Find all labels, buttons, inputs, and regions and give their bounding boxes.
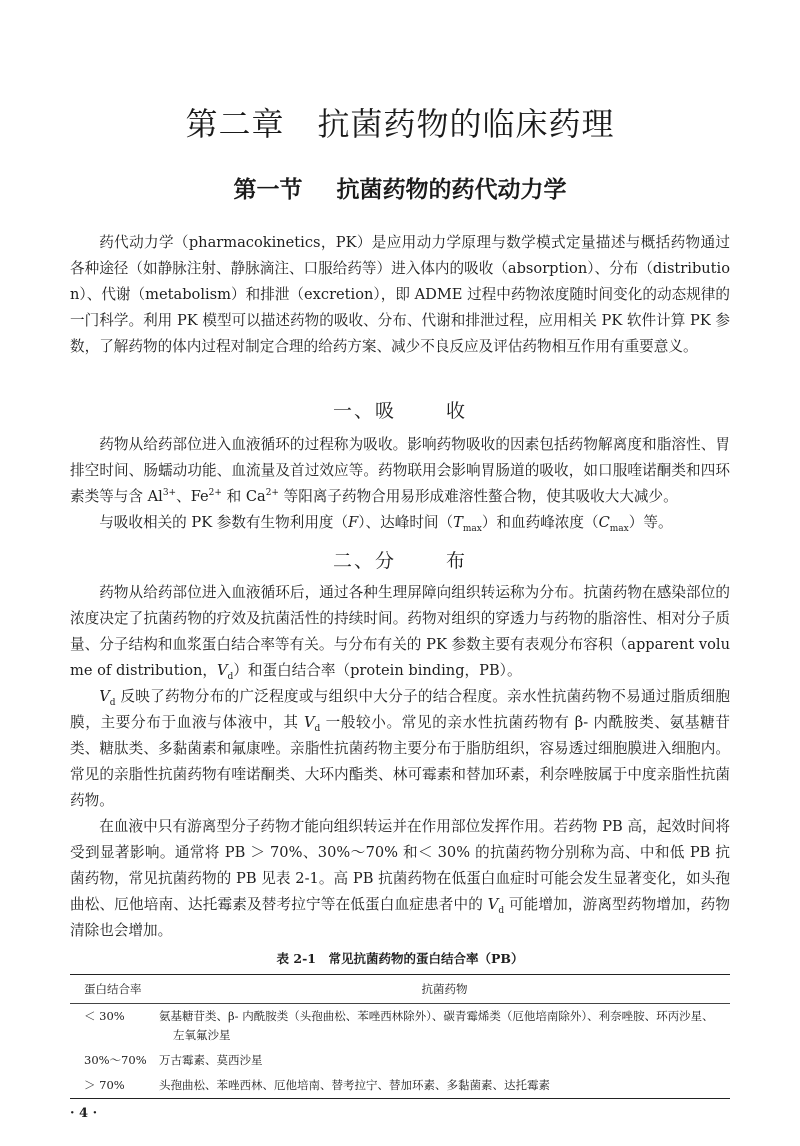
table-row	[70, 1004, 730, 1049]
distribution-heading-part2: 布	[446, 550, 468, 572]
table-cell-drugs: 万古霉素、莫西沙星	[159, 1053, 263, 1067]
distribution-paragraph-2: $V_d$ 反映了药物分布的广泛程度或与组织中大分子的结合程度。亲水性抗菌药物不易通过脂质细胞膜，主要分布于血液与体液中，其 $V_d$ 一般较小。常见的亲水性抗菌药物有 β- 内酰胺类、氨基糖苷类、糖肽类、多黏菌素和氟康唑。亲脂性抗菌药物主要分布于脂肪组织，容易透过细胞膜进入细胞内。常见的亲脂性抗菌药物有喹诺酮类、大环内酯类、林可霉素和替加环素，利奈唑胺属于中度亲脂性抗菌药物。	[70, 688, 730, 809]
distribution-heading	[70, 546, 730, 576]
distribution-paragraph-1: 药物从给药部位进入血液循环后，通过各种生理屏障向组织转运称为分布。抗菌药物在感染部位的浓度决定了抗菌药物的疗效及抗菌活性的持续时间。药物对组织的穿透力与药物的脂溶性、相对分子质量、分子结构和血浆蛋白结合率等有关。与分布有关的 PK 参数主要有表观分布容积（apparent volume of distribution，$V_d$）和蛋白结合率（protein binding，PB）。	[70, 584, 730, 682]
table-cell-rate: 30%～70%	[84, 1053, 147, 1067]
absorption-heading-part1: 一、吸	[332, 400, 396, 422]
absorption-paragraph-2: 与吸收相关的 PK 参数有生物利用度（F）、达峰时间$(T_{max})$和血药峰浓度$(C_{max})$等。	[99, 514, 673, 534]
table-row	[70, 1073, 730, 1099]
table-cell-drugs: 氨基糖苷类、β- 内酰胺类（头孢曲松、苯唑西林除外）、碳青霉烯类（厄他培南除外）、利奈唑胺、环丙沙星、 左氧氟沙星	[159, 1009, 714, 1042]
section-title	[70, 170, 730, 210]
intro-paragraph: 药代动力学（pharmacokinetics，PK）是应用动力学原理与数学模式定量描述与概括药物通过各种途径（如静脉注射、静脉滴注、口服给药等）进入体内的吸收（absorption）、分布（distribution）、代谢（metabolism）和排泄（excretion），即 ADME 过程中药物浓度随时间变化的动态规律的一门科学。利用 PK 模型可以描述药物的吸收、分布、代谢和排泄过程，应用相关 PK 软件计算 PK 参数，了解药物的体内过程对制定合理的给药方案、减少不良反应及评估药物相互作用有重要意义。	[70, 234, 730, 355]
absorption-heading	[70, 396, 730, 426]
absorption-paragraph-1: 药物从给药部位进入血液循环的过程称为吸收。影响药物吸收的因素包括药物解离度和脂溶性、胃排空时间、肠蠕动功能、血流量及首过效应等。药物联用会影响胃肠道的吸收，如口服喹诺酮类和四环素类等与含 $Al^{3+}$、$Fe^{2+}$ 和 $Ca^{2+}$ 等阳离子药物合用易形成难溶性螯合物，使其吸收大大减少。	[70, 436, 730, 505]
table-header-rate: 蛋白结合率	[70, 975, 159, 1004]
table-row	[70, 1048, 730, 1073]
table-header-drugs: 抗菌药物	[159, 975, 730, 1004]
table-caption: 表 2-1 常见抗菌药物的蛋白结合率（PB）	[276, 951, 524, 966]
page-number: · 4 ·	[70, 1106, 98, 1121]
table-cell-drugs: 头孢曲松、苯唑西林、厄他培南、替考拉宁、替加环素、多黏菌素、达托霉素	[159, 1073, 730, 1099]
section-name: 抗菌药物的药代动力学	[336, 176, 567, 203]
table-cell-rate: ＜ 30%	[84, 1009, 125, 1023]
absorption-heading-part2: 收	[446, 400, 468, 422]
distribution-paragraph-3: 在血液中只有游离型分子药物才能向组织转运并在作用部位发挥作用。若药物 PB 高，起效时间将受到显著影响。通常将 PB ＞ 70%、30%～70% 和＜ 30% 的抗菌药物分别称为高、中和低 PB 抗菌药物，常见抗菌药物的 PB 见表 2-1。高 PB 抗菌药物在低蛋白血症时可能会发生显著变化，如头孢曲松、厄他培南、达托霉素及替考拉宁等在低蛋白血症患者中的 $V_d$ 可能增加，游离型药物增加，药物清除也会增加。	[70, 818, 730, 939]
chapter-title: 第二章 抗菌药物的临床药理	[185, 105, 615, 143]
table-header-row	[70, 975, 730, 1004]
distribution-heading-part1: 二、分	[332, 550, 396, 572]
pb-table	[70, 974, 730, 1099]
table-cell-rate: ＞ 70%	[70, 1073, 159, 1099]
section-number: 第一节	[233, 176, 303, 203]
